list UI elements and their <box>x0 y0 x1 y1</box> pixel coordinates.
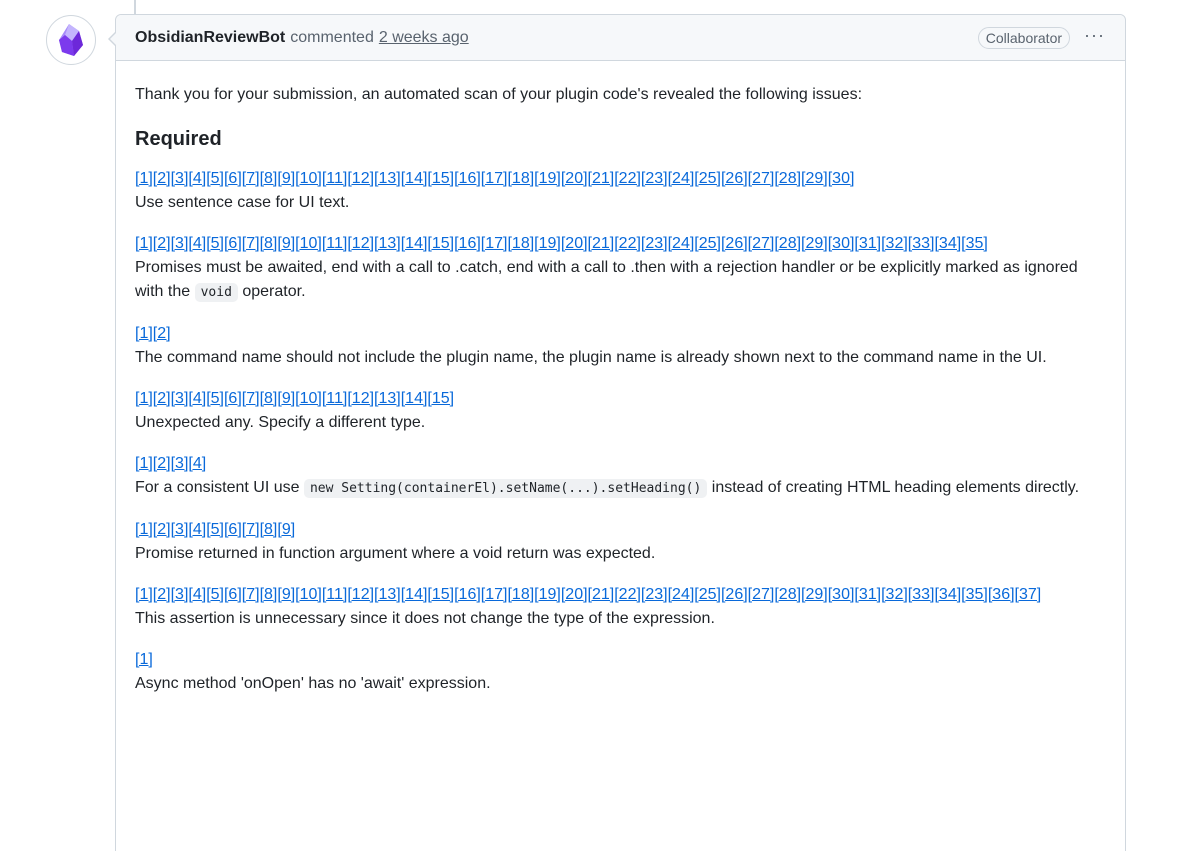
issue-item <box>135 583 1106 631</box>
ref-link[interactable]: [1] <box>135 170 153 187</box>
issue-description <box>135 672 1106 696</box>
issue-refs <box>135 648 1106 672</box>
ref-link[interactable]: [17] <box>480 170 508 187</box>
intro-text: Thank you for your submission, an automated scan of your plugin code's revealed the following issues: <box>135 86 863 103</box>
ref-link[interactable]: [9] <box>277 170 296 187</box>
ref-link[interactable]: [15] <box>427 586 455 603</box>
issue-refs <box>135 167 1106 191</box>
ref-link[interactable]: [15] <box>427 170 455 187</box>
ref-link[interactable]: [18] <box>507 170 535 187</box>
ref-link[interactable]: [8] <box>259 586 278 603</box>
ref-link[interactable]: [31] <box>854 235 882 252</box>
ref-link[interactable]: [36] <box>987 586 1015 603</box>
issue-text: Use sentence case for UI text. <box>135 194 350 211</box>
inline-code: new Setting(containerEl).setName(...).setHeading() <box>304 479 707 498</box>
ref-link[interactable]: [6] <box>223 235 242 252</box>
ref-link[interactable]: [2] <box>152 235 171 252</box>
ref-link[interactable]: [18] <box>507 235 535 252</box>
ref-link[interactable]: [24] <box>667 235 695 252</box>
issue-text: Promise returned in function argument where a void return was expected. <box>135 545 656 562</box>
issues-list <box>135 167 1106 696</box>
ref-link[interactable]: [12] <box>347 170 375 187</box>
ref-link[interactable]: [37] <box>1014 586 1042 603</box>
issue-refs <box>135 232 1106 256</box>
issue-refs <box>135 583 1106 607</box>
ref-link[interactable]: [32] <box>881 586 908 603</box>
ref-link[interactable]: [19] <box>534 235 561 252</box>
ref-link[interactable]: [31] <box>854 586 882 603</box>
ref-link[interactable]: [22] <box>614 170 641 187</box>
ref-link[interactable]: [10] <box>295 586 322 603</box>
issue-item <box>135 387 1106 435</box>
ref-link[interactable]: [13] <box>374 390 401 407</box>
ref-link[interactable]: [8] <box>259 170 278 187</box>
ref-link[interactable]: [19] <box>534 586 561 603</box>
issue-description <box>135 411 1106 435</box>
ref-link[interactable]: [26] <box>720 586 748 603</box>
ref-link[interactable]: [5] <box>206 235 224 252</box>
issue-item <box>135 232 1106 305</box>
ref-link[interactable]: [12] <box>347 235 375 252</box>
ref-link[interactable]: [5] <box>206 390 224 407</box>
ref-link[interactable]: [14] <box>400 390 428 407</box>
ref-link[interactable]: [24] <box>667 586 695 603</box>
ref-link[interactable]: [4] <box>188 586 207 603</box>
ref-link[interactable]: [8] <box>259 235 278 252</box>
collaborator-badge: Collaborator <box>978 27 1070 49</box>
ref-link[interactable]: [21] <box>587 586 615 603</box>
ref-link[interactable]: [14] <box>400 586 428 603</box>
ref-link[interactable]: [16] <box>454 586 481 603</box>
ref-link[interactable]: [4] <box>188 170 207 187</box>
comment-body <box>116 61 1125 696</box>
ref-link[interactable]: [33] <box>907 586 935 603</box>
ref-link[interactable]: [14] <box>400 170 428 187</box>
issue-description <box>135 256 1106 305</box>
ref-link[interactable]: [9] <box>277 586 296 603</box>
avatar[interactable] <box>46 15 96 65</box>
ref-link[interactable]: [27] <box>747 586 775 603</box>
ref-link[interactable]: [11] <box>321 586 348 603</box>
ref-link[interactable]: [1] <box>135 235 153 252</box>
ref-link[interactable]: [34] <box>934 235 962 252</box>
kebab-horizontal-icon[interactable]: ··· <box>1084 24 1105 45</box>
ref-link[interactable]: [13] <box>374 235 401 252</box>
ref-link[interactable]: [9] <box>277 235 296 252</box>
ref-link[interactable]: [12] <box>347 390 375 407</box>
ref-link[interactable]: [25] <box>694 235 721 252</box>
ref-link[interactable]: [3] <box>170 390 189 407</box>
ref-link[interactable]: [20] <box>560 586 588 603</box>
ref-link[interactable]: [15] <box>427 390 455 407</box>
issue-refs <box>135 387 1106 411</box>
ref-link[interactable]: [12] <box>347 586 375 603</box>
issue-item <box>135 452 1106 501</box>
ref-link[interactable]: [2] <box>152 521 171 538</box>
ref-link[interactable]: [2] <box>152 586 171 603</box>
comment-header <box>116 15 1125 61</box>
ref-link[interactable]: [35] <box>961 586 988 603</box>
ref-link[interactable]: [25] <box>694 170 721 187</box>
issue-description <box>135 476 1106 501</box>
ref-link[interactable]: [6] <box>223 586 242 603</box>
ref-link[interactable]: [13] <box>374 170 401 187</box>
obsidian-logo-icon <box>57 23 85 57</box>
ref-link[interactable]: [6] <box>223 390 242 407</box>
ref-link[interactable]: [4] <box>188 235 207 252</box>
ref-link[interactable]: [20] <box>560 170 588 187</box>
ref-link[interactable]: [3] <box>170 455 189 472</box>
section-heading: Required <box>135 128 222 150</box>
issue-refs <box>135 518 1106 542</box>
ref-link[interactable]: [7] <box>241 586 260 603</box>
ref-link[interactable]: [16] <box>454 170 481 187</box>
ref-link[interactable]: [33] <box>907 235 935 252</box>
ref-link[interactable]: [17] <box>480 586 508 603</box>
ref-link[interactable]: [5] <box>206 170 224 187</box>
ref-link[interactable]: [10] <box>295 235 322 252</box>
issue-item <box>135 167 1106 215</box>
ref-link[interactable]: [35] <box>961 235 988 252</box>
ref-link[interactable]: [8] <box>259 390 278 407</box>
author-link[interactable]: ObsidianReviewBot <box>135 28 286 46</box>
comment-box <box>115 14 1126 851</box>
ref-link[interactable]: [6] <box>223 170 242 187</box>
ref-link[interactable]: [14] <box>400 235 428 252</box>
ref-link[interactable]: [21] <box>587 235 615 252</box>
ref-link[interactable]: [24] <box>667 170 695 187</box>
ref-link[interactable]: [4] <box>188 390 207 407</box>
inline-code: void <box>195 283 238 302</box>
issue-item <box>135 322 1106 370</box>
ref-link[interactable]: [30] <box>827 235 855 252</box>
ref-link[interactable]: [1] <box>135 455 153 472</box>
issue-refs <box>135 322 1106 346</box>
ref-link[interactable]: [11] <box>321 390 348 407</box>
ref-link[interactable]: [27] <box>747 170 775 187</box>
ref-link[interactable]: [29] <box>801 235 828 252</box>
issue-text: For a consistent UI use <box>135 479 304 496</box>
ref-link[interactable]: [1] <box>135 651 153 668</box>
ref-link[interactable]: [5] <box>206 521 224 538</box>
ref-link[interactable]: [19] <box>534 170 561 187</box>
ref-link[interactable]: [28] <box>774 170 802 187</box>
ref-link[interactable]: [9] <box>277 521 296 538</box>
issue-text: The command name should not include the plugin name, the plugin name is already shown next to the command name in the UI. <box>135 349 1047 366</box>
ref-link[interactable]: [17] <box>480 235 508 252</box>
ref-link[interactable]: [20] <box>560 235 588 252</box>
issue-text: instead of creating HTML heading elements directly. <box>707 479 1080 496</box>
ref-link[interactable]: [7] <box>241 235 260 252</box>
ref-link[interactable]: [3] <box>170 235 189 252</box>
ref-link[interactable]: [8] <box>259 521 278 538</box>
ref-link[interactable]: [28] <box>774 586 802 603</box>
ref-link[interactable]: [10] <box>295 390 322 407</box>
ref-link[interactable]: [23] <box>640 170 668 187</box>
ref-link[interactable]: [3] <box>170 170 189 187</box>
ref-link[interactable]: [25] <box>694 586 721 603</box>
ref-link[interactable]: [16] <box>454 235 481 252</box>
ref-link[interactable]: [1] <box>135 325 153 342</box>
ref-link[interactable]: [6] <box>223 521 242 538</box>
ref-link[interactable]: [29] <box>801 586 828 603</box>
ref-link[interactable]: [26] <box>720 170 748 187</box>
ref-link[interactable]: [7] <box>241 521 260 538</box>
issue-text: operator. <box>237 283 306 300</box>
ref-link[interactable]: [2] <box>152 325 171 342</box>
ref-link[interactable]: [26] <box>720 235 748 252</box>
ref-link[interactable]: [1] <box>135 586 153 603</box>
issue-description <box>135 542 1106 566</box>
ref-link[interactable]: [28] <box>774 235 802 252</box>
ref-link[interactable]: [4] <box>188 455 207 472</box>
issue-description <box>135 191 1106 215</box>
ref-link[interactable]: [11] <box>321 170 348 187</box>
ref-link[interactable]: [3] <box>170 586 189 603</box>
issue-refs <box>135 452 1106 476</box>
issue-text: Promises must be awaited, end with a call to .catch, end with a call to .then with a rejection handler or be explicitly marked as ignored with the <box>135 259 1078 300</box>
issue-description <box>135 346 1106 370</box>
ref-link[interactable]: [23] <box>640 586 668 603</box>
ref-link[interactable]: [4] <box>188 521 207 538</box>
timeline-line <box>134 0 136 14</box>
ref-link[interactable]: [34] <box>934 586 962 603</box>
comment-action: commented <box>290 28 374 46</box>
issue-text: Unexpected any. Specify a different type. <box>135 414 426 431</box>
ref-link[interactable]: [11] <box>321 235 348 252</box>
ref-link[interactable]: [22] <box>614 586 641 603</box>
ref-link[interactable]: [18] <box>507 586 535 603</box>
ref-link[interactable]: [1] <box>135 390 153 407</box>
ref-link[interactable]: [7] <box>241 170 260 187</box>
ref-link[interactable]: [29] <box>801 170 828 187</box>
ref-link[interactable]: [7] <box>241 390 260 407</box>
ref-link[interactable]: [2] <box>152 455 171 472</box>
ref-link[interactable]: [2] <box>152 170 171 187</box>
ref-link[interactable]: [1] <box>135 521 153 538</box>
ref-link[interactable]: [27] <box>747 235 775 252</box>
ref-link[interactable]: [23] <box>640 235 668 252</box>
ref-link[interactable]: [30] <box>827 586 855 603</box>
ref-link[interactable]: [3] <box>170 521 189 538</box>
issue-item <box>135 518 1106 566</box>
ref-link[interactable]: [30] <box>827 170 855 187</box>
ref-link[interactable]: [22] <box>614 235 641 252</box>
issue-text: This assertion is unnecessary since it does not change the type of the expression. <box>135 610 715 627</box>
ref-link[interactable]: [13] <box>374 586 401 603</box>
ref-link[interactable]: [32] <box>881 235 908 252</box>
ref-link[interactable]: [5] <box>206 586 224 603</box>
ref-link[interactable]: [9] <box>277 390 296 407</box>
issue-description <box>135 607 1106 631</box>
ref-link[interactable]: [10] <box>295 170 322 187</box>
timestamp-link[interactable]: 2 weeks ago <box>378 28 469 46</box>
issue-text: Async method 'onOpen' has no 'await' expression. <box>135 675 491 692</box>
ref-link[interactable]: [15] <box>427 235 455 252</box>
ref-link[interactable]: [2] <box>152 390 171 407</box>
issue-item <box>135 648 1106 696</box>
ref-link[interactable]: [21] <box>587 170 615 187</box>
